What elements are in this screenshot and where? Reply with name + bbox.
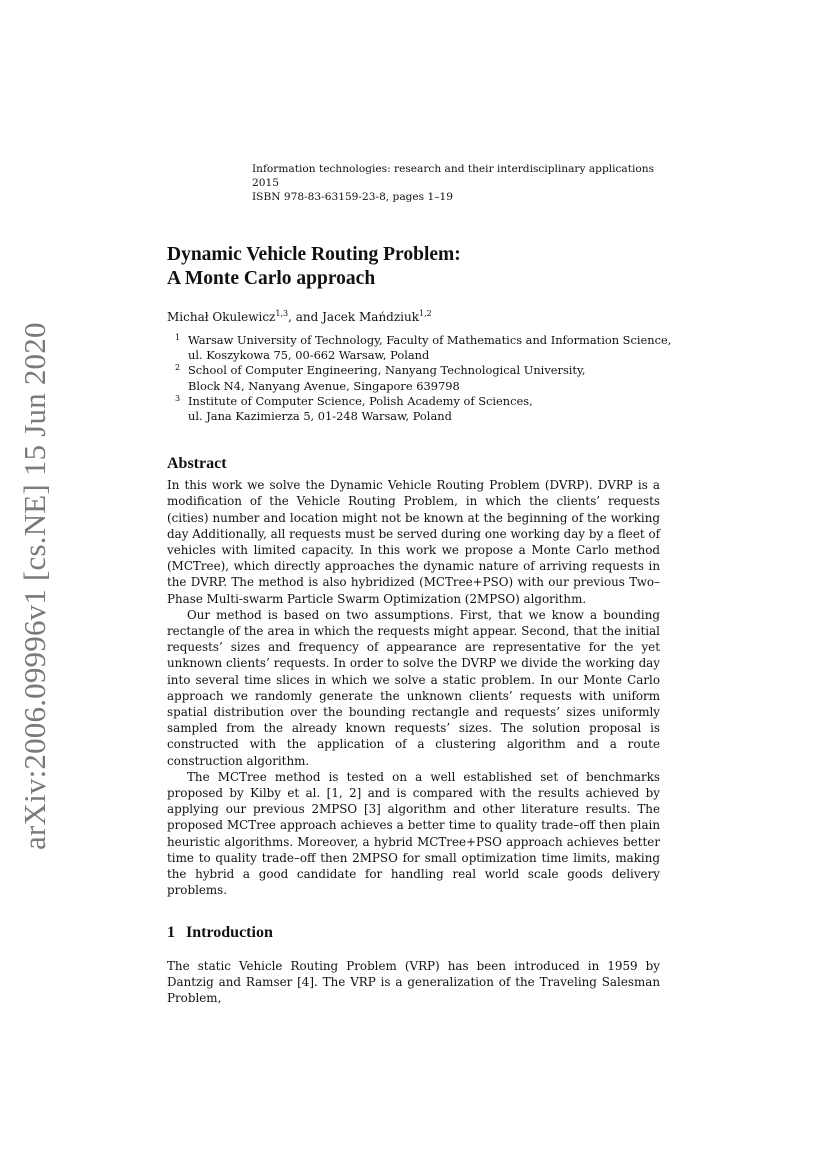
abstract-heading: Abstract <box>167 455 227 473</box>
affiliation-line: School of Computer Engineering, Nanyang Technological University, <box>188 363 586 378</box>
affiliation-address: Block N4, Nanyang Avenue, Singapore 639798 <box>188 378 460 393</box>
abstract-paragraph: Our method is based on two assumptions. First, that we know a bounding rectangle of the area in which the requests might appear. Second, that the initial requests’ sizes and frequency of appearance are representative for the yet unknown clients’ requests. In order to solve the DVRP we divide the working day into several time slices in which we solve a static problem. In our Monte Carlo approach we randomly generate the unknown clients’ requests with uniform spatial distribution over the bounding rectangle and requests’ sizes uniformly sampled from the already known requests’ sizes. The solution proposal is constructed with the application of a clustering algorithm and a route construction algorithm. <box>167 607 660 768</box>
affiliation-address: ul. Jana Kazimierza 5, 01-248 Warsaw, Poland <box>188 409 452 424</box>
affiliation-line: Institute of Computer Science, Polish Academy of Sciences, <box>188 393 533 408</box>
title-line-1: Dynamic Vehicle Routing Problem: <box>167 244 461 265</box>
affiliation-address: ul. Koszykowa 75, 00-662 Warsaw, Poland <box>188 348 430 363</box>
affiliation-number: 3 <box>175 393 181 403</box>
paper-title <box>167 243 660 291</box>
section-number: 1 <box>167 923 175 941</box>
venue-line: Information technologies: research and their interdisciplinary applications 2015 <box>252 163 655 189</box>
introduction-body <box>167 958 660 1007</box>
affiliation-number: 2 <box>175 363 181 373</box>
author-affiliation-marks: 1,3 <box>275 309 289 318</box>
affiliation-list <box>167 333 672 424</box>
affiliation-number: 1 <box>175 333 181 342</box>
venue-header <box>252 162 660 204</box>
title-line-2: A Monte Carlo approach <box>167 268 376 289</box>
author-name: Jacek Mańdziuk <box>322 310 420 324</box>
abstract-paragraph: The MCTree method is tested on a well established set of benchmarks proposed by Kilby et al. [1, 2] and is compared with the results achieved by applying our previous 2MPSO [3] algorithm and other literature results. The proposed MCTree approach achieves a better time to quality trade–off then plain heuristic algorithms. Moreover, a hybrid MCTree+PSO approach achieves better time to quality trade–off then 2MPSO for small optimization time limits, making the hybrid a good candidate for handling real world scale goods delivery problems. <box>167 769 660 898</box>
affiliation-line: Warsaw University of Technology, Faculty of Mathematics and Information Science, <box>188 333 672 347</box>
author-list <box>167 310 660 324</box>
abstract-body <box>167 477 660 898</box>
section-title: Introduction <box>186 923 273 941</box>
isbn-line: ISBN 978-83-63159-23-8, pages 1–19 <box>252 191 454 203</box>
page-content <box>167 162 672 1006</box>
arxiv-identifier-stamp: arXiv:2006.09996v1 [cs.NE] 15 Jun 2020 <box>17 322 52 850</box>
author-affiliation-marks: 1,2 <box>419 309 432 318</box>
affiliation-item <box>167 394 660 424</box>
affiliation-item <box>167 333 672 363</box>
author-separator: , and <box>288 310 323 324</box>
section-heading-introduction <box>167 923 660 943</box>
abstract-paragraph: In this work we solve the Dynamic Vehicle Routing Problem (DVRP). DVRP is a modification of the Vehicle Routing Problem, in which the clients’ requests (cities) number and location might not be known at the beginning of the working day Additionally, all requests must be served during one working day by a fleet of vehicles with limited capacity. In this work we propose a Monte Carlo method (MCTree), which directly approaches the dynamic nature of arriving requests in the DVRP. The method is also hybridized (MCTree+PSO) with our previous Two–Phase Multi-swarm Particle Swarm Optimization (2MPSO) algorithm. <box>167 478 660 606</box>
body-paragraph: The static Vehicle Routing Problem (VRP) has been introduced in 1959 by Dantzig and Ramser [4]. The VRP is a generalization of the Traveling Salesman Problem, <box>167 958 660 1005</box>
author-name: Michał Okulewicz <box>167 310 276 324</box>
affiliation-item <box>167 363 660 393</box>
